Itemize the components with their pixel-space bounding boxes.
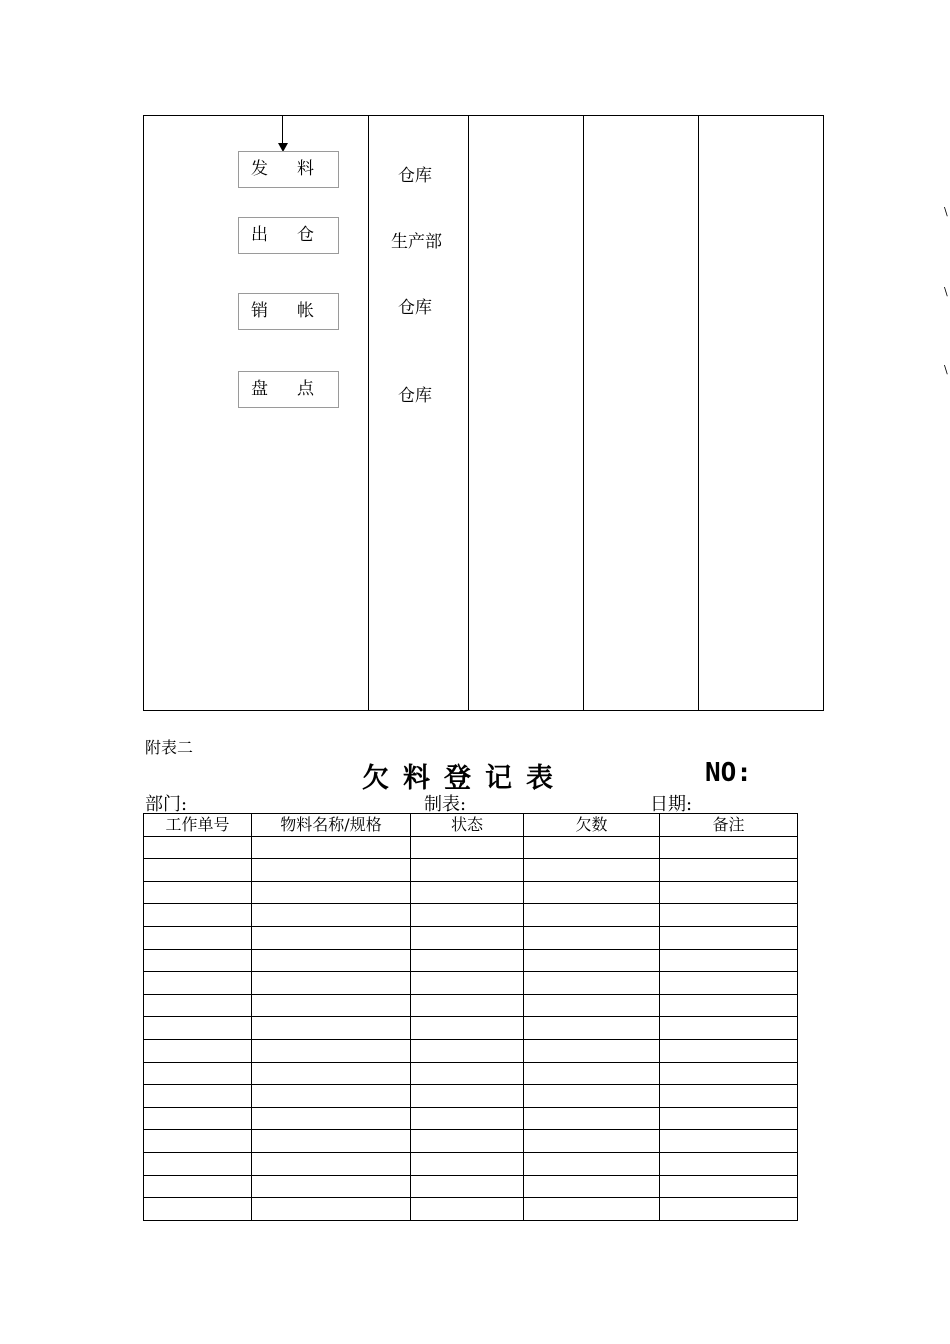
table-cell	[524, 1039, 660, 1062]
table-cell	[144, 1107, 252, 1130]
table-row	[144, 904, 798, 927]
table-cell	[252, 1175, 411, 1198]
table-cell	[524, 949, 660, 972]
table-row	[144, 1175, 798, 1198]
table-cell	[252, 859, 411, 882]
table-cell	[252, 949, 411, 972]
attachment-label: 附表二	[145, 738, 194, 757]
table-cell	[144, 1017, 252, 1040]
table-cell	[144, 949, 252, 972]
column-divider	[368, 116, 369, 710]
step-label-char: 仓	[297, 225, 314, 245]
table-cell	[524, 859, 660, 882]
table-cell	[411, 881, 524, 904]
table-cell	[411, 1198, 524, 1221]
step-label-char: 点	[297, 379, 314, 399]
table-row	[144, 1039, 798, 1062]
table-cell	[144, 881, 252, 904]
table-cell	[252, 1107, 411, 1130]
table-cell	[660, 836, 798, 859]
table-cell	[524, 1085, 660, 1108]
table-cell	[252, 1017, 411, 1040]
table-cell	[411, 1107, 524, 1130]
table-cell	[411, 926, 524, 949]
table-cell	[252, 1198, 411, 1221]
table-cell	[252, 972, 411, 995]
table-cell	[524, 1107, 660, 1130]
responsible-dept: 仓库	[398, 166, 432, 186]
table-cell	[144, 1130, 252, 1153]
table-cell	[252, 1039, 411, 1062]
table-cell	[411, 972, 524, 995]
table-cell	[252, 904, 411, 927]
flow-chart-table	[143, 115, 824, 711]
table-cell	[660, 972, 798, 995]
table-header-row	[144, 814, 798, 837]
table-cell	[144, 1039, 252, 1062]
clipped-edge-mark: \	[944, 285, 948, 298]
table-cell	[411, 1085, 524, 1108]
table-cell	[144, 1175, 252, 1198]
responsible-dept: 仓库	[398, 386, 432, 406]
step-label-char: 料	[297, 159, 314, 179]
table-cell	[660, 881, 798, 904]
shortage-register-table	[143, 813, 798, 1221]
table-row	[144, 1107, 798, 1130]
table-cell	[660, 1130, 798, 1153]
step-box-write-off	[238, 293, 339, 330]
table-row	[144, 881, 798, 904]
table-cell	[144, 859, 252, 882]
responsible-dept: 仓库	[398, 298, 432, 318]
department-label: 部门:	[145, 794, 188, 815]
table-cell	[660, 949, 798, 972]
column-divider	[468, 116, 469, 710]
table-cell	[144, 1198, 252, 1221]
step-box-outbound	[238, 217, 339, 254]
table-cell	[660, 1175, 798, 1198]
table-cell	[252, 1085, 411, 1108]
table-row	[144, 1085, 798, 1108]
step-label-char: 销	[251, 301, 268, 321]
table-cell	[524, 926, 660, 949]
table-cell	[411, 1017, 524, 1040]
table-cell	[660, 994, 798, 1017]
table-cell	[411, 904, 524, 927]
table-cell	[660, 1198, 798, 1221]
step-label-char: 盘	[251, 379, 268, 399]
column-header-remarks: 备注	[660, 814, 798, 837]
step-box-stocktake	[238, 371, 339, 408]
table-cell	[524, 836, 660, 859]
column-header-shortage-qty: 欠数	[524, 814, 660, 837]
table-cell	[524, 1017, 660, 1040]
table-cell	[144, 1062, 252, 1085]
table-cell	[411, 1152, 524, 1175]
table-cell	[252, 926, 411, 949]
table-cell	[524, 1062, 660, 1085]
table-row	[144, 859, 798, 882]
step-label-char: 帐	[297, 301, 314, 321]
table-row	[144, 994, 798, 1017]
clipped-edge-mark: \	[944, 363, 948, 376]
table-cell	[144, 1152, 252, 1175]
responsible-dept: 生产部	[391, 232, 442, 252]
table-cell	[524, 881, 660, 904]
table-cell	[144, 926, 252, 949]
step-label-char: 发	[251, 159, 268, 179]
step-box-issue-material	[238, 151, 339, 188]
table-cell	[524, 904, 660, 927]
table-row	[144, 1152, 798, 1175]
table-cell	[524, 1152, 660, 1175]
table-cell	[660, 1085, 798, 1108]
prepared-by-label: 制表:	[424, 794, 467, 815]
table-cell	[252, 994, 411, 1017]
table-cell	[144, 836, 252, 859]
table-cell	[252, 881, 411, 904]
table-cell	[660, 1062, 798, 1085]
table-cell	[411, 949, 524, 972]
table-cell	[660, 904, 798, 927]
table-cell	[660, 926, 798, 949]
table-row	[144, 972, 798, 995]
column-header-work-order: 工作单号	[144, 814, 252, 837]
table-cell	[524, 972, 660, 995]
table-cell	[524, 994, 660, 1017]
table-cell	[411, 836, 524, 859]
column-divider	[583, 116, 584, 710]
column-header-status: 状态	[411, 814, 524, 837]
table-cell	[144, 1085, 252, 1108]
form-number-label: NO:	[705, 758, 752, 788]
table-cell	[524, 1175, 660, 1198]
flow-arrow-line	[282, 116, 283, 143]
table-cell	[252, 836, 411, 859]
table-row	[144, 1130, 798, 1153]
column-divider	[698, 116, 699, 710]
table-cell	[144, 994, 252, 1017]
table-cell	[252, 1130, 411, 1153]
table-cell	[524, 1130, 660, 1153]
table-cell	[411, 1175, 524, 1198]
form-title: 欠料登记表	[362, 763, 567, 794]
table-cell	[660, 1107, 798, 1130]
table-cell	[660, 859, 798, 882]
table-cell	[411, 994, 524, 1017]
table-row	[144, 1062, 798, 1085]
table-cell	[411, 859, 524, 882]
table-cell	[660, 1039, 798, 1062]
clipped-edge-mark: \	[944, 205, 948, 218]
table-cell	[144, 904, 252, 927]
table-cell	[411, 1039, 524, 1062]
table-cell	[144, 972, 252, 995]
column-header-material-spec: 物料名称/规格	[252, 814, 411, 837]
step-label-char: 出	[251, 225, 268, 245]
table-body	[144, 836, 798, 1220]
table-row	[144, 836, 798, 859]
table-cell	[252, 1152, 411, 1175]
table-cell	[411, 1062, 524, 1085]
table-cell	[660, 1152, 798, 1175]
table-cell	[660, 1017, 798, 1040]
table-row	[144, 926, 798, 949]
table-cell	[411, 1130, 524, 1153]
table-cell	[252, 1062, 411, 1085]
table-row	[144, 1198, 798, 1221]
date-label: 日期:	[650, 794, 693, 815]
table-cell	[524, 1198, 660, 1221]
table-row	[144, 949, 798, 972]
table-row	[144, 1017, 798, 1040]
